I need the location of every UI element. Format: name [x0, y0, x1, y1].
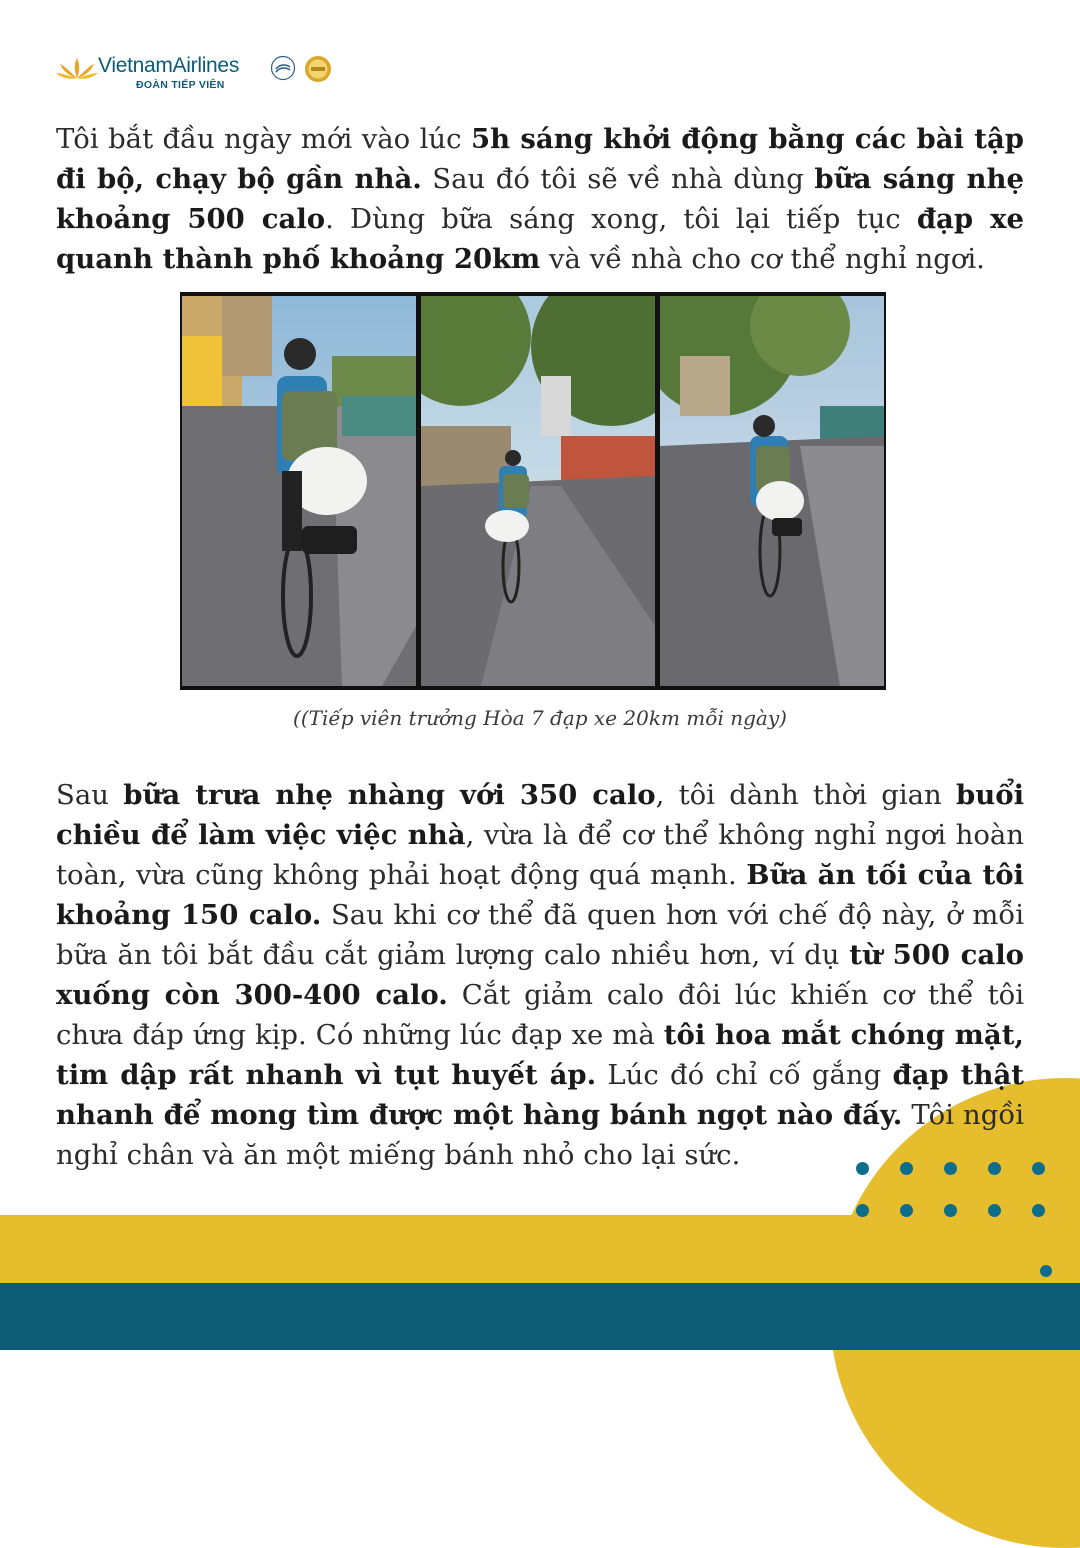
decorative-dot — [1032, 1204, 1045, 1217]
brand-name: VietnamAirlines — [98, 54, 240, 77]
cyclist-with-dog-photo-2 — [421, 296, 655, 686]
paragraph-text: Cắt giảm calo đôi lúc khiến cơ thể tôi chưa đáp ứng kịp. Có những lúc đạp xe mà — [56, 979, 1024, 1051]
body-paragraph — [56, 775, 1024, 1175]
photo-collage — [180, 292, 886, 690]
emphasis-text: buổi chiều để làm việc việc nhà — [56, 779, 1025, 851]
photo-cyclist-2 — [421, 296, 655, 686]
paragraph-text: và về nhà cho cơ thể nghỉ ngơi. — [540, 243, 985, 275]
emphasis-text: tôi hoa mắt chóng mặt, tim dập rất nhanh vì tụt huyết áp. — [56, 1019, 1024, 1091]
emphasis-text: đạp thật nhanh để mong tìm được một hàng bánh ngọt nào đấy. — [56, 1059, 1024, 1131]
emphasis-text: đạp xe quanh thành phố khoảng 20km — [56, 203, 1024, 275]
decorative-dot — [1040, 1265, 1052, 1277]
paragraph-text: , vừa là để cơ thể không nghỉ ngơi hoàn toàn, vừa cũng không phải hoạt động quá mạnh. — [56, 819, 1024, 891]
decorative-dot — [900, 1204, 913, 1217]
emphasis-text: bữa trưa nhẹ nhàng với 350 calo — [123, 779, 656, 811]
brand-subtitle: ĐOÀN TIẾP VIÊN — [136, 79, 225, 91]
decorative-teal-band — [0, 1283, 1080, 1350]
paragraph-text: Tôi ngồi nghỉ chân và ăn một miếng bánh nhỏ cho lại sức. — [56, 1099, 1024, 1171]
decorative-dot — [944, 1204, 957, 1217]
intro-paragraph — [56, 119, 1024, 279]
paragraph-text: . Dùng bữa sáng xong, tôi lại tiếp tục — [325, 203, 917, 235]
paragraph-text: , tôi dành thời gian — [655, 779, 956, 811]
cyclist-with-dog-photo-1 — [182, 296, 416, 686]
emphasis-text: bữa sáng nhẹ khoảng 500 calo — [56, 163, 1025, 235]
emphasis-text: từ 500 calo xuống còn 300-400 calo. — [56, 939, 1024, 1011]
paragraph-text: Sau đó tôi sẽ về nhà dùng — [421, 163, 815, 195]
lotus-icon — [56, 56, 98, 82]
emphasis-text: 5h sáng khởi động bằng các bài tập đi bộ, chạy bộ gần nhà. — [56, 123, 1024, 195]
photo-cyclist-3 — [660, 296, 884, 686]
paragraph-text: Sau — [56, 779, 124, 811]
vietnam-airlines-logo — [56, 52, 346, 96]
decorative-dot — [856, 1204, 869, 1217]
paragraph-text: Tôi bắt đầu ngày mới vào lúc — [56, 123, 471, 155]
photo-caption: ((Tiếp viên trưởng Hòa 7 đạp xe 20km mỗi ngày) — [293, 706, 787, 730]
emphasis-text: Bữa ăn tối của tôi khoảng 150 calo. — [56, 859, 1024, 931]
cyclist-with-dog-photo-3 — [660, 296, 884, 686]
award-seal-icon — [304, 55, 332, 83]
skyteam-seal-icon — [270, 55, 296, 81]
decorative-dot — [988, 1204, 1001, 1217]
paragraph-text: Lúc đó chỉ cố gắng — [596, 1059, 893, 1091]
paragraph-text: Sau khi cơ thể đã quen hơn với chế độ này, ở mỗi bữa ăn tôi bắt đầu cắt giảm lượng calo nhiều hơn, ví dụ — [56, 899, 1024, 971]
decorative-dot — [1032, 1162, 1045, 1175]
photo-cyclist-1 — [182, 296, 416, 686]
